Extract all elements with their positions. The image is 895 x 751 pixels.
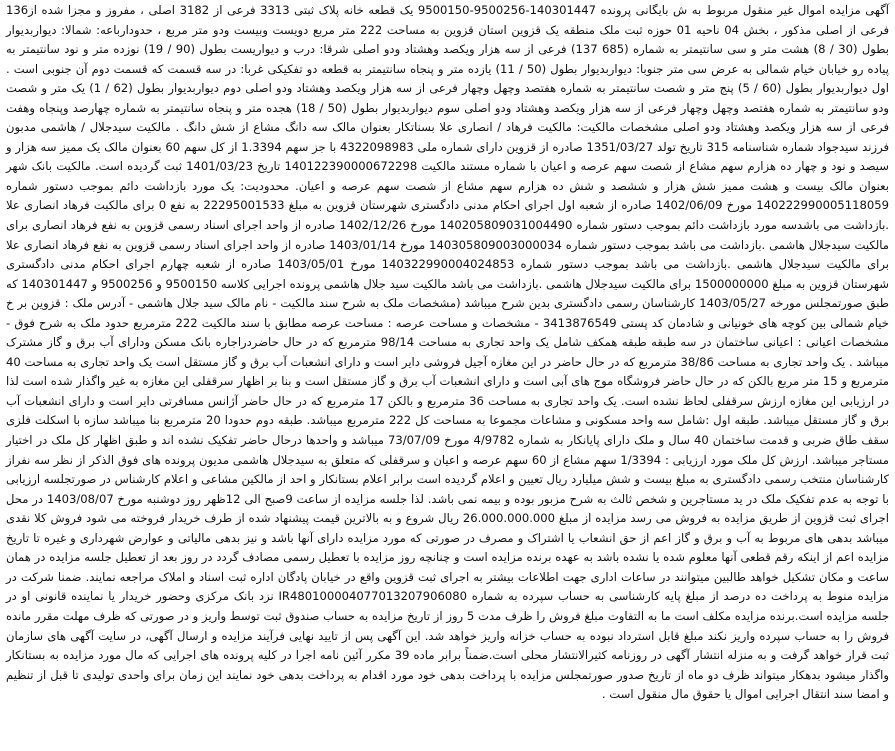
notice-body-text: آگهی مزایده اموال غیر منقول مربوط به ش بایگانی پرونده 140301447-9500256-9500150 یک قطعه خانه پلاک ثبتی 3313 فرعی از 3182 اصلی ، مفروز و مجزا شده از136 فرعی از اصلی مذکور ، بخش 04 ناحیه 01 حوزه ثبت ملک منطقه یک قزوین استان قزوین به مساحت 222 متر مربع دویست وبیست ودو متر مربع ، حدودارباعه: شمالا: دیواربدیوار بطول (30 / 8) هشت متر و سی سانتیمتر به شماره (685 137) فرعی از سه هزار ویکصد وهشتاد ودو اصلی شرقا: درب و دیواریست بطول (90 / 19) نوزده متر و نود سانتیمتر به پیاده رو خیابان خیام شمالی به عرض سی متر جنوبا: دیواربدیوار بطول (50 / 11) یازده متر و پنجاه سانتیمتر به قطعه دو تفکیکی غربا: در سه قسمت که قسمت دوم آن جنوبی است . اول دیواربدیوار بطول (60 / 5) پنج متر و شصت سانتیمتر به شماره هفتصد وچهل وچهار فرعی از سه هزار ویکصد وهشتاد ودو اصلی دوم دیواربدیوار بطول (62 / 1) یک متر و شصت ودو سانتیمتر به شماره هفتصد وچهل وچهار فرعی از سه هزار ویکصد وهشتاد ودو اصلی سوم دیواربدیوار بطول (50 / 18) هجده متر و پنجاه سانتیمتر به شماره چهارصد وپنجاه وهفت فرعی از سه هزار ویکصد وهشتاد ودو اصلی مشخصات مالکیت: مالکیت فرهاد / انصاری علا بسناتکار بعنوان مالک سه دانگ مشاع از شش دانگ . مالکیت سیدجلال / هاشمی مدبون فرزند سیدجواد شماره شناسنامه 315 تاریخ تولد 1351/03/27 صادره از قزوین دارای شماره ملی 4322098983 با جز سهم 1.3394 از کل سهم 60 بعنوان مالک یک ممیز سه هزار و سیصد و نود و چهار ده هزارم سهم مشاع از شصت سهم عرصه و اعیان با شماره مستند مالکیت 140122390000672298 تاریخ 1401/03/23 ثبت گردیده است. مالکیت بانک شهر بعنوان مالک بیست و هشت ممیز شش هزار و ششصد و شش ده هزارم سهم مشاع از شصت سهم عرصه و اعیان. محدودیت: یک مورد بازداشت دائم بموجب دستور شماره 140222990005118059 مورخ 1402/06/09 صادره از شعبه اول اجرای احکام مدنی دادگستری شهرستان قزوین به مبلغ 22295001533 به نفع 0 برای مالکیت فرهاد انصاری علا .بازداشت می باشدسه مورد بازداشت دائم بموجب دستور شماره 140205809031004490 مورخ 1402/12/26 صادره از واحد اجرای اسناد رسمی قزوین به نفع فرهاد انصاری برای مالکیت سیدجلال هاشمی .بازداشت می باشد بموجب دستور شماره 140305809003000034 مورخ 1403/01/14 صادره از واحد اجرای اسناد رسمی قزوین به نفع فرهاد انصاری علا برای مالکیت سیدجلال هاشمی .بازداشت می باشد بموجب دستور شماره 140322990004024853 مورخ 1403/05/01 صادره از شعبه چهارم اجرای احکام مدنی دادگستری شهرستان قزوین به مبلغ 1500000000 برای مالکیت سیدجلال هاشمی .بازداشت می باشد مالکیت سید جلال هاشمی پرونده اجرایی کلاسه 9500150 و 9500256 و 140301447 که طبق صورتمجلس مورخه 1403/05/27 کارشناسان رسمی دادگستری بدین شرح میباشد (مشخصات ملک به شرح سند مالکیت - نام مالک سید جلال هاشمی - آدرس ملک : قزوین بر خ خیام شمالی بین کوچه های خونیانی و شادمان کد پستی 3413876549 - مشخصات و مساحت عرصه : مساحت عرصه مطابق با سند مالکیت 222 مترمربع حدود ملک به شرح فوق - مشخصات اعیانی : اعیانی ساختمان در سه طبقه طبقه همکف شامل یک واحد تجاری به مساحت 98/14 مترمربع که در حال حاضردراجاره بانک مسکن ودارای آب برق و گاز مشترک میباشد . یک واحد تجاری به مساحت 38/86 مترمربع که در حال حاضر در این مغازه آجیل فروشی دایر است و دارای انشعبات آب برق و گاز مستقل است یک واحد تجاری به مساحت 40 مترمربع و 15 متر مربع بالکن که در حال حاضر فروشگاه موج های آبی است و دارای انشعبات آب برق و گاز مستقل است و بنا بر اظهار سرقفلی این مغازه به غیر واگذار شده است لذا در ارزیابی این مغازه ارزش سرقفلی لحاظ نشده است. یک واحد تجاری به مساحت 36 مترمربع و بالکن 17 مترمربع که در حال حاضر آژانس مسافرتی دایر است و دارای انشعبات آب برق و گاز مستقل میباشد. طبقه اول :شامل سه واحد مسکونی و مشاعات مجموعا به مساحت کل 222 مترمربع میباشد. طبقه دوم حدودا 20 مترمربع بنا میباشد سازه با اسکلت فلزی سقف طاق ضربی و قدمت ساختمان 40 سال و ملک دارای پایانکار به شماره 4/9782 مورخ 73/07/09 میباشد و واحدها درحال حاضر تفکیک نشده اند و طبق اظهار کل ملک در اختیار مستاجر میباشد. ارزش کل ملک مورد ارزیابی : 1/3394 سهم مشاع از 60 سهم عرصه و اعیان و سرقفلی که متعلق به سیدجلال هاشمی مدیون پرونده های فوق الذکر از نظر سه نفراز کارشناسان منتخب رسمی دادگستری به مبلغ بیست و شش میلیارد ریال تعیین و اعلام گردیده است برابر اعلام بستانکار و احد از مالکین مشاعی و اعلام کارشناس در صورتجلسه ارزیابی با توجه به عدم تفکیک ملک در ید مستاجرین و شخص ثالث به شرح مزبور بوده و بیمه نمی باشد. لذا جلسه مزایده از ساعت 9صبح الی 12ظهر روز دوشنبه مورخ 1403/08/07 در محل اجرای ثبت قزوین از طریق مزایده به فروش می رسد مزایده از مبلغ 26.000.000.000 ریال شروع و به بالاترین قیمت پیشنهاد شده از طرف خریدار فروخته می شود فروش کلا نقدی میباشد بدهی های مربوط به آب و برق و گاز اعم از حق انشعاب یا اشتراک و مصرف در صورتی که مورد مزایده دارای آنها باشد و نیز بدهی مالیاتی و عوارض شهرداری و غیره تا تاریخ مزایده اعم از اینکه رقم قطعی آنها معلوم شده یا نشده باشد به عهده برنده مزایده است و چنانچه روز مزایده با تعطیل رسمی مصادف گردد در روز بعد از تعطیل جلسه مزایده در همان ساعت و مکان تشکیل خواهد طالبین میتوانند در ساعات اداری جهت اطلاعات بیشتر به اجرای ثبت قزوین واقع در خیابان پادگان اداره ثبت اسناد و املاک مراجعه نمایند. ضمنا شرکت در مزایده منوط به پرداخت ده درصد از مبلغ پایه کارشناسی به حساب سپرده به شماره IR480100004077013207906080 نزد بانک مرکزی وحضور خریدار یا نماینده قانونی او در جلسه مزایده است.برنده مزایده مکلف است ما به التفاوت مبلغ فروش را ظرف مدت 5 روز از تاریخ مزایده به حساب صندوق ثبت توسط واریز و در صورتی که ظرف مهلت مقرر مانده فروش را به حساب سپرده واریز نکند مبلغ قابل استرداد نبوده به حساب خزانه واریز خواهد شد. این آگهی پس از تایید نهایی فرآیند مزایده و ارسال آگهی، در سایت آگهی های سازمان ثبت قرار خواهد گرفت و به منزله انتشار آگهی در روزنامه کثیرالانتشار محلی است.ضمناً برابر ماده 39 مکرر آئین نامه اجرا در کلیه پرونده های اجرایی که مال مورد مزایده به بستانکار واگذار میشود بدهکار میتواند ظرف دو ماه از تاریخ صدور صورتمجلس مزایده با پرداخت بدهی خود مورد اقدام به پرداخت بدهی خود نمایند این زمان برای واحدی تولیدی تا قبل از تنظیم و امضا سند انتقال اجرایی اموال یا حقوق مال منقول است .: [6, 3, 890, 702]
